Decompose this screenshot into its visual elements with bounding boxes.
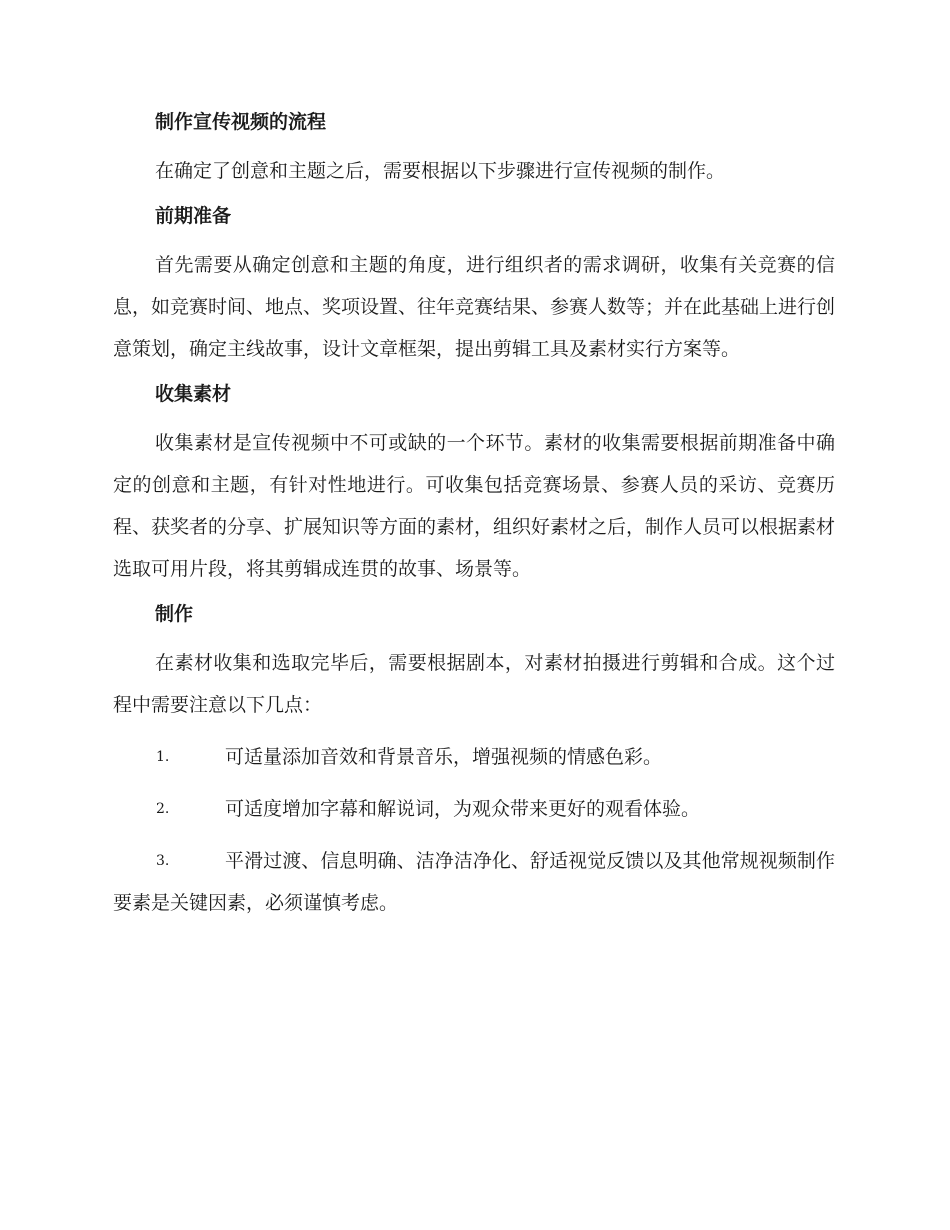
main-title: 制作宣传视频的流程: [155, 111, 327, 133]
list-item: [113, 840, 835, 924]
production-paragraph: 在素材收集和选取完毕后，需要根据剧本，对素材拍摄进行剪辑和合成。这个过程中需要注意以下几点：: [113, 652, 835, 716]
collect-paragraph: 收集素材是宣传视频中不可或缺的一个环节。素材的收集需要根据前期准备中确定的创意和主题，有针对性地进行。可收集包括竞赛场景、参赛人员的采访、竞赛历程、获奖者的分享、扩展知识等方面的素材，组织好素材之后，制作人员可以根据素材选取可用片段，将其剪辑成连贯的故事、场景等。: [113, 432, 836, 580]
list-item-text: 平滑过渡、信息明确、洁净洁净化、舒适视觉反馈以及其他常规视频制作要素是关键因素，必须谨慎考虑。: [113, 850, 835, 914]
list-item: [113, 788, 835, 830]
list-number: 3.: [156, 853, 170, 869]
section-title-collect: 收集素材: [155, 383, 232, 405]
list-number: 1.: [156, 749, 170, 765]
document-page: [113, 108, 835, 934]
list-item-text: 可适度增加字幕和解说词，为观众带来更好的观看体验。: [225, 798, 701, 820]
section-title-preparation: 前期准备: [155, 205, 232, 227]
list-number: 2.: [156, 801, 170, 817]
preparation-paragraph: 首先需要从确定创意和主题的角度，进行组织者的需求调研，收集有关竞赛的信息，如竞赛时间、地点、奖项设置、往年竞赛结果、参赛人数等；并在此基础上进行创意策划，确定主线故事，设计文章框架，提出剪辑工具及素材实行方案等。: [113, 254, 836, 360]
intro-paragraph: 在确定了创意和主题之后，需要根据以下步骤进行宣传视频的制作。: [155, 160, 726, 182]
list-item: [113, 736, 835, 778]
list-item-text: 可适量添加音效和背景音乐，增强视频的情感色彩。: [225, 746, 663, 768]
section-title-production: 制作: [155, 603, 194, 625]
